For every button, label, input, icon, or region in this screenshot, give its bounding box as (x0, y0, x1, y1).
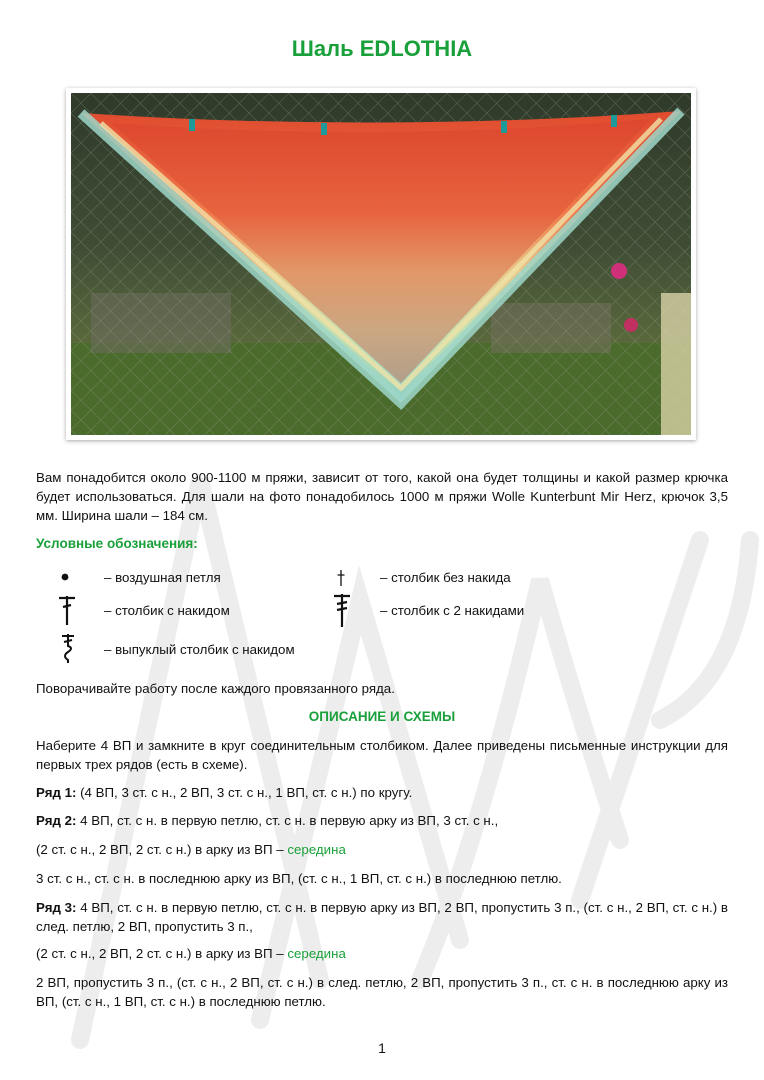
row-2-middle (36, 840, 728, 859)
row-3-end: 2 ВП, пропустить 3 п., (ст. с н., 2 ВП, ст. с н.) в след. петлю, 2 ВП, пропустить 3 п., ст. с н. в последнюю арку из ВП, (ст. с н., 1 ВП, ст. с н.) в последнюю петлю. (36, 975, 728, 1009)
intro-text: Вам понадобится около 900-1100 м пряжи, зависит от того, какой она будет толщины и какой размер крючка будет использоваться. Для шали на фото понадобилось 1000 м пряжи Wolle Kunterbunt Mir Herz, крючок 3,5 мм. Ширина шали – 184 см. (36, 470, 728, 523)
section-heading: ОПИСАНИЕ И СХЕМЫ (308, 709, 456, 724)
row-3-middle (36, 944, 728, 963)
row-1 (36, 783, 728, 802)
single-crochet-icon (335, 569, 347, 587)
row-1-label: Ряд 1: (36, 785, 77, 800)
row-2-label: Ряд 2: (36, 813, 77, 828)
row-3-mid-text: (2 ст. с н., 2 ВП, 2 ст. с н.) в арку из ВП – (36, 946, 288, 961)
raised-double-crochet-icon (58, 632, 78, 664)
shawl-photo (71, 93, 691, 435)
row-2 (36, 811, 728, 830)
legend-double-crochet: – столбик с накидом (104, 603, 230, 618)
row-1-text: (4 ВП, 3 ст. с н., 2 ВП, 3 ст. с н., 1 ВП, ст. с н.) по кругу. (76, 785, 413, 800)
row-3 (36, 898, 728, 936)
turn-note: Поворачивайте работу после каждого провязанного ряда. (36, 681, 395, 696)
legend-heading: Условные обозначения: (36, 536, 198, 551)
page-title: Шаль EDLOTHIA (291, 36, 473, 61)
row-2-mid-text: (2 ст. с н., 2 ВП, 2 ст. с н.) в арку из ВП – (36, 842, 288, 857)
row-3-mid-green: середина (287, 946, 346, 961)
legend-treble-crochet: – столбик с 2 накидами (380, 603, 525, 618)
row-3-label: Ряд 3: (36, 900, 77, 915)
legend-single-crochet: – столбик без накида (380, 570, 511, 585)
row-2-end: 3 ст. с н., ст. с н. в последнюю арку из ВП, (ст. с н., 1 ВП, ст. с н.) в последнюю петлю. (36, 871, 562, 886)
legend-raised-double-crochet: – выпуклый столбик с накидом (104, 642, 295, 657)
start-text: Наберите 4 ВП и замкните в круг соединительным столбиком. Далее приведены письменные инструкции для первых трех рядов (есть в схеме). (36, 738, 728, 772)
page-number: 1 (378, 1040, 386, 1056)
treble-crochet-icon (330, 592, 354, 628)
photo-frame (66, 88, 696, 440)
legend-chain-stitch: – воздушная петля (104, 570, 221, 585)
row-2-text: 4 ВП, ст. с н. в первую петлю, ст. с н. в первую арку из ВП, 3 ст. с н., (76, 813, 499, 828)
chain-stitch-icon (60, 570, 72, 584)
row-3-text: 4 ВП, ст. с н. в первую петлю, ст. с н. в первую арку из ВП, 2 ВП, пропустить 3 п., (ст. с н., 2 ВП, ст. с н.) в след. петлю, 2 ВП, пропустить 3 п., (36, 900, 729, 934)
double-crochet-icon (56, 594, 78, 626)
row-2-mid-green: середина (287, 842, 346, 857)
